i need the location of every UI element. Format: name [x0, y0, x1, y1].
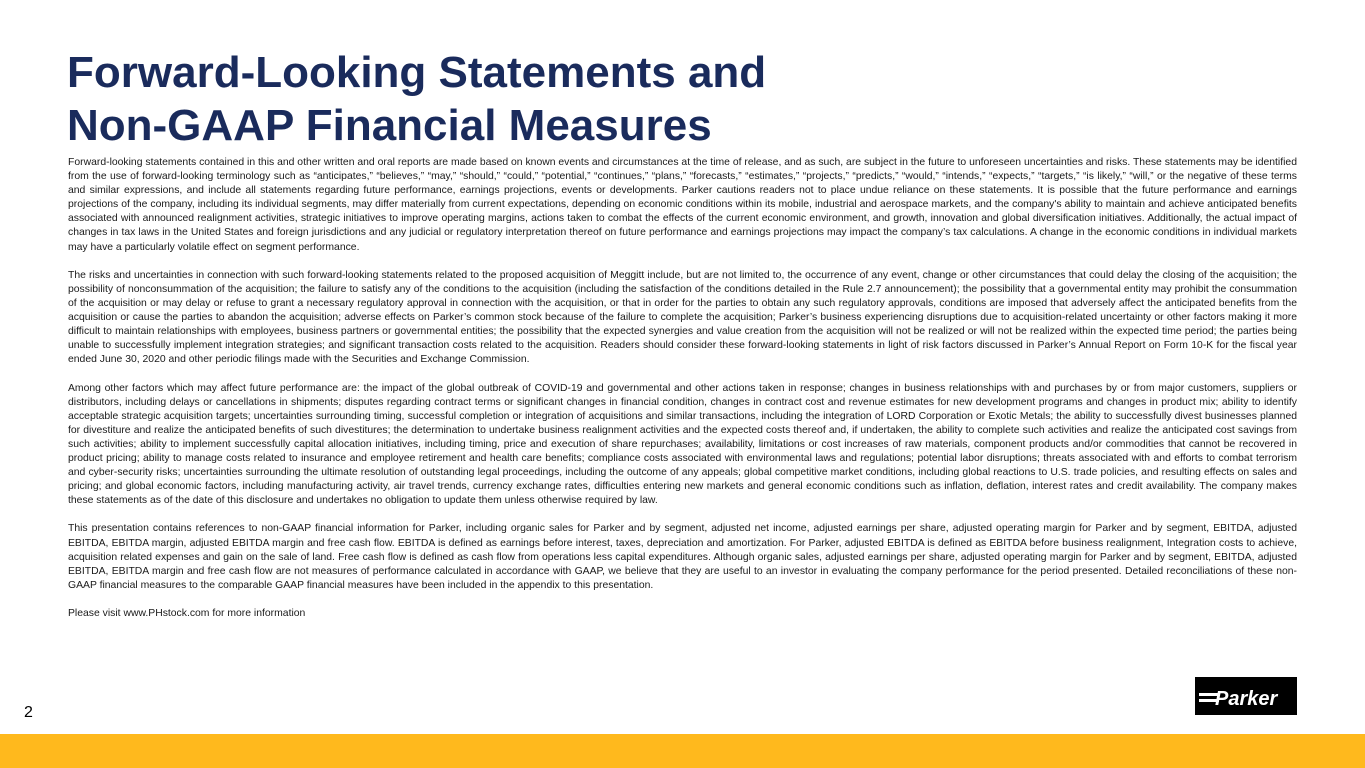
- parker-logo-icon: [1195, 677, 1297, 715]
- website-note: Please visit www.PHstock.com for more information: [68, 608, 306, 619]
- title-line-2: Non-GAAP Financial Measures: [67, 101, 712, 150]
- title-line-1: Forward-Looking Statements and: [67, 48, 767, 97]
- page-title: [67, 46, 766, 152]
- other-factors-paragraph: Among other factors which may affect future performance are: the impact of the global outbreak of COVID-19 and governmental and other actions taken in response; changes in business relationships with and purchases by or from major customers, suppliers or distributors, including delays or cancellations in shipments; disputes regarding contract terms or significant changes in financial condition, changes in contract cost and revenue estimates for new development programs and changes in product mix; ability to identify acceptable strategic acquisition targets; uncertainties surrounding timing, successful completion or integration of acquisitions and similar transactions, including the integration of LORD Corporation or Exotic Metals; the ability to successfully divest businesses planned for divestiture and realize the anticipated benefits of such divestitures; the determination to undertake business realignment activities and the expected costs thereof and, if undertaken, the ability to complete such activities and realize the anticipated cost savings from such activities; ability to implement successfully capital allocation initiatives, including timing, price and execution of share repurchases; availability, limitations or cost increases of raw materials, component products and/or commodities that cannot be recovered in product pricing; ability to manage costs related to insurance and employee retirement and health care benefits; compliance costs associated with environmental laws and regulations; potential labor disruptions; threats associated with and efforts to combat terrorism and cyber-security risks; uncertainties surrounding the ultimate resolution of outstanding legal proceedings, including the outcome of any appeals; global competitive market conditions, including global reactions to U.S. trade policies, and resulting effects on sales and pricing; and global economic factors, including manufacturing activity, air travel trends, currency exchange rates, difficulties entering new markets and general economic conditions such as inflation, deflation, interest rates and credit availability. The company makes these statements as of the date of this disclosure and undertakes no obligation to update them unless otherwise required by law.: [68, 382, 1297, 507]
- forward-looking-paragraph: Forward-looking statements contained in this and other written and oral reports are made based on known events and circumstances at the time of release, and as such, are subject in the future to unforeseen uncertainties and risks. These statements may be identified from the use of forward-looking terminology such as “anticipates,” “believes,” “may,” “should,” “could,” “potential,” “continues,” “plans,” “forecasts,” “estimates,” “projects,” “predicts,” “would,” “intends,” “expects,” “targets,” “is likely,” “will,” or the negative of these terms and similar expressions, and include all statements regarding future performance, earnings projections, events or developments. Parker cautions readers not to place undue reliance on these statements. It is possible that the future performance and earnings projections of the company, including its individual segments, may differ materially from current expectations, depending on economic conditions within its mobile, industrial and aerospace markets, and the company's ability to maintain and achieve anticipated benefits associated with announced realignment activities, strategic initiatives to improve operating margins, actions taken to combat the effects of the current economic environment, and growth, innovation and global diversification initiatives. Additionally, the actual impact of changes in tax laws in the United States and foreign jurisdictions and any judicial or regulatory interpretation thereof on future performance and earnings projections may impact the company’s tax calculations. A change in the economic conditions in individual markets may have a particularly volatile effect on segment performance.: [68, 157, 1297, 253]
- footer-band: [0, 734, 1365, 768]
- acquisition-risks-paragraph: The risks and uncertainties in connection with such forward-looking statements related to the proposed acquisition of Meggitt include, but are not limited to, the occurrence of any event, change or other circumstances that could delay the closing of the acquisition; the possibility of nonconsummation of the acquisition; the failure to satisfy any of the conditions to the acquisition (including the satisfaction of the conditions detailed in the Rule 2.7 announcement); the possibility that a governmental entity may prohibit the consummation of the acquisition or may delay or refuse to grant a necessary regulatory approval in connection with the acquisition, or that in order for the parties to obtain any such regulatory approvals, conditions are imposed that adversely affect the anticipated benefits from the acquisition or cause the parties to abandon the acquisition; adverse effects on Parker’s common stock because of the failure to complete the acquisition; Parker’s business experiencing disruptions due to acquisition-related uncertainty or other factors making it more difficult to maintain relationships with employees, business partners or governmental entities; the possibility that the expected synergies and value creation from the acquisition will not be realized or will not be realized within the expected time period; the parties being unable to successfully implement integration strategies; and significant transaction costs related to the acquisition. Readers should consider these forward-looking statements in light of risk factors discussed in Parker’s Annual Report on Form 10-K for the fiscal year ended June 30, 2020 and other periodic filings made with the Securities and Exchange Commission.: [68, 269, 1297, 366]
- logo-text: Parker: [1215, 688, 1278, 710]
- non-gaap-paragraph: This presentation contains references to non-GAAP financial information for Parker, including organic sales for Parker and by segment, adjusted net income, adjusted earnings per share, adjusted operating margin for Parker and by segment, EBITDA, adjusted EBITDA, EBITDA margin, adjusted EBITDA margin and free cash flow. EBITDA is defined as earnings before interest, taxes, depreciation and amortization. For Parker, adjusted EBITDA is defined as EBITDA before business realignment, Integration costs to achieve, acquisition related expenses and gain on the sale of land. Free cash flow is defined as cash flow from operations less capital expenditures. Although organic sales, adjusted earnings per share, adjusted operating margin for Parker and by segment, EBITDA, adjusted EBITDA, EBITDA margin and free cash flow are not measures of performance calculated in accordance with GAAP, we believe that they are useful to an investor in evaluating the company performance for the period presented. Detailed reconciliations of these non-GAAP financial measures to the comparable GAAP financial measures have been included in the appendix to this presentation.: [68, 523, 1297, 591]
- disclaimer-body: [68, 156, 1297, 621]
- page-number: 2: [24, 704, 33, 721]
